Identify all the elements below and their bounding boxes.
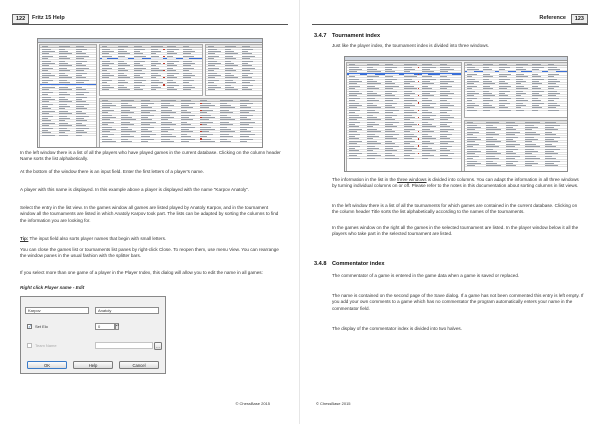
cell-text [42, 135, 55, 136]
cell-text [385, 64, 393, 65]
cell-text [220, 100, 233, 101]
cell-text [102, 46, 108, 47]
paragraph-select-entry: Select the entry in the list view. In the games window all games are listed played by Anatoly Karpov, and in the tournament window all the tournaments are listed in which Anatoly Karpov took part. The lists can be adapted by sorting the columns to find the information you are looking for. [20, 205, 279, 223]
cell-text [532, 64, 541, 65]
paragraph-commentator-entered: The commentator of a game is entered in the game data when a game is saved or replaced. [332, 273, 520, 278]
cell-text [59, 46, 70, 47]
tournaments-list-pane [99, 98, 263, 148]
cell-text [76, 46, 84, 47]
list-row[interactable] [206, 89, 262, 91]
list-row[interactable] [347, 157, 461, 159]
ok-button[interactable]: OK [27, 361, 67, 369]
cell-text [506, 165, 517, 166]
paragraph-multi-select: If you select more than one game of a player in the Player Index, this dialog will allow you to edit the name in all games: [20, 270, 263, 275]
cell-text [242, 89, 252, 90]
section-heading-tournament-index [314, 33, 380, 39]
cell-text [59, 135, 69, 136]
list-row[interactable] [465, 109, 567, 111]
cell-text [422, 158, 428, 159]
cell-text [516, 110, 525, 111]
screenshot-toolbar [38, 39, 262, 43]
cell-text [486, 122, 499, 123]
cell-text [134, 89, 143, 90]
paragraph-columns [332, 177, 584, 190]
paragraph-tournament-list: In the left window there is a list of all the tournaments for which games are contained in the current database. Clicking on the column header Title sorts the list alphabetically according to the names of the tournaments. [332, 203, 578, 215]
list-row[interactable] [40, 134, 96, 136]
list-row[interactable] [100, 89, 202, 91]
cell-text [499, 64, 506, 65]
cell-text [467, 122, 474, 123]
cell-text [486, 165, 501, 166]
cell-text [404, 158, 414, 159]
header-title: Fritz 15 Help [32, 15, 65, 21]
paragraph-commentator-display: The display of the commentator index is divided into two halves. [332, 326, 462, 331]
page-footer: © ChessBase 2015 [235, 401, 270, 406]
cell-text [483, 110, 490, 111]
page-header [12, 14, 288, 25]
cell-text [102, 141, 117, 142]
paragraph-player-displayed: A player with this name is displayed. In this example above a player is displayed with the name "Karpov Anatoly". [20, 187, 250, 192]
elo-spinner[interactable]: ▴▾ [115, 323, 119, 330]
page-footer: © ChessBase 2015 [316, 401, 351, 406]
screenshot-toolbar [345, 57, 567, 61]
help-button[interactable]: Help [73, 361, 113, 369]
cell-text [385, 158, 399, 159]
cell-text [499, 110, 511, 111]
cell-text [118, 46, 129, 47]
page-header [312, 14, 588, 25]
columns-text-after: is divided into columns. You can adapt the information in all three windows by turning individual columns on or off. Please refer to the notes in this documentation about sorting columns in list views. [332, 177, 579, 189]
cell-text [548, 64, 554, 65]
cell-text [349, 158, 361, 159]
cell-text [422, 64, 432, 65]
cell-text [404, 64, 418, 65]
cell-text [181, 141, 190, 142]
cell-text [151, 89, 157, 90]
list-row[interactable] [465, 165, 567, 167]
cell-text [240, 100, 249, 101]
section-number: 3.4.8 [314, 261, 327, 267]
cell-text [467, 110, 478, 111]
cell-text [440, 158, 452, 159]
cell-text [532, 110, 538, 111]
tournament-players-pane [464, 120, 568, 172]
header-title: Reference [539, 15, 566, 21]
cell-text [225, 46, 236, 47]
section-number: 3.4.7 [314, 33, 327, 39]
columns-text-before: The information in the list in the [332, 177, 398, 182]
cell-text [516, 64, 528, 65]
cell-text [208, 89, 216, 90]
section-title: Tournament index [332, 33, 381, 39]
paragraph-tip [20, 236, 282, 242]
team-name-field[interactable] [95, 342, 153, 349]
cell-text [151, 46, 163, 47]
player-list-pane [39, 44, 97, 148]
cell-text [102, 89, 109, 90]
cell-text [225, 89, 238, 90]
dialog-caption: Right click Player name - Edit [20, 285, 85, 290]
paragraph-input-field: At the bottom of the window there is an input field. Enter the first letters of a player's name. [20, 169, 204, 174]
team-name-checkbox[interactable] [27, 343, 32, 348]
cell-text [200, 100, 207, 101]
cell-text [121, 100, 134, 101]
three-windows-link[interactable]: three windows [397, 177, 427, 182]
cell-text [242, 46, 250, 47]
tournament-index-screenshot [344, 56, 568, 172]
cell-text [200, 141, 215, 142]
cell-text [545, 165, 558, 166]
paragraph-player-list: In the left window there is a list of all the players who have played games in the current database. Clicking on the column header Name sorts the list alphabetically. [20, 150, 281, 162]
cell-text [118, 89, 130, 90]
cell-text [167, 89, 178, 90]
cell-text [183, 46, 189, 47]
last-name-field[interactable]: Karpov [25, 307, 89, 314]
cell-text [367, 64, 379, 65]
cell-text [141, 100, 150, 101]
cell-text [76, 135, 82, 136]
cell-text [161, 100, 176, 101]
paragraph-save-dialog: The name is contained on the second page of the Save dialog. If a game has not been commented this entry is left empty. If you add your own comments to a game which has no commentator the program automatically enters your name in the commentator field. [332, 293, 584, 311]
cell-text [440, 64, 446, 65]
page-number: 123 [571, 14, 588, 24]
cell-text [525, 122, 540, 123]
paragraph-tournament-intro: Just like the player index, the tournament index is divided into three windows. [332, 43, 490, 48]
right-page [300, 0, 600, 424]
cell-text [167, 46, 176, 47]
cancel-button[interactable]: Cancel [119, 361, 159, 369]
section-heading-commentator-index [314, 261, 385, 267]
cell-text [525, 165, 532, 166]
tournament-mini-pane [205, 44, 263, 96]
cell-text [483, 64, 494, 65]
cell-text [240, 141, 247, 142]
page-number: 122 [12, 14, 29, 24]
cell-text [220, 141, 231, 142]
tip-text: The input field also sorts player names that begin with small letters. [28, 236, 167, 241]
tournament-list-pane [346, 62, 462, 172]
cell-text [506, 122, 515, 123]
cell-text [349, 64, 355, 65]
tip-label: Tip: [20, 236, 29, 241]
first-name-field[interactable]: Anatoly [95, 307, 159, 314]
cell-text [161, 141, 174, 142]
cell-text [134, 46, 141, 47]
cell-text [181, 100, 192, 101]
cell-text [183, 89, 190, 90]
cell-text [208, 46, 214, 47]
paragraph-games-window: In the games window on the right all the games in the selected tournament are listed. In the player window below it all the players who take part in the selected tournament are listed. [332, 225, 579, 237]
set-elo-label: Set Elo [35, 324, 48, 329]
cell-text [121, 141, 132, 142]
list-row[interactable] [100, 140, 262, 142]
edit-player-dialog [20, 296, 166, 374]
team-name-label: Team Name [35, 343, 57, 348]
team-name-browse-button[interactable]: … [155, 344, 161, 349]
cell-text [545, 122, 556, 123]
elo-input[interactable]: 0 [95, 323, 115, 330]
cell-text [467, 64, 473, 65]
cell-text [141, 141, 148, 142]
tournament-games-pane [464, 62, 568, 118]
paragraph-close-panes: You can close the games list or tournaments list panes by right-click Close. To reopen them, use menu View. You can rearrange the window panes in the usual fashion with the splitter bars. [20, 247, 279, 259]
cell-text [367, 158, 375, 159]
set-elo-checkbox[interactable]: ✓ [28, 324, 32, 329]
player-index-screenshot [37, 38, 263, 148]
cell-text [42, 46, 48, 47]
cell-text [467, 165, 476, 166]
cell-text [548, 110, 559, 111]
games-list-pane [99, 44, 203, 96]
section-title: Commentator index [332, 261, 385, 267]
cell-text [102, 100, 109, 101]
